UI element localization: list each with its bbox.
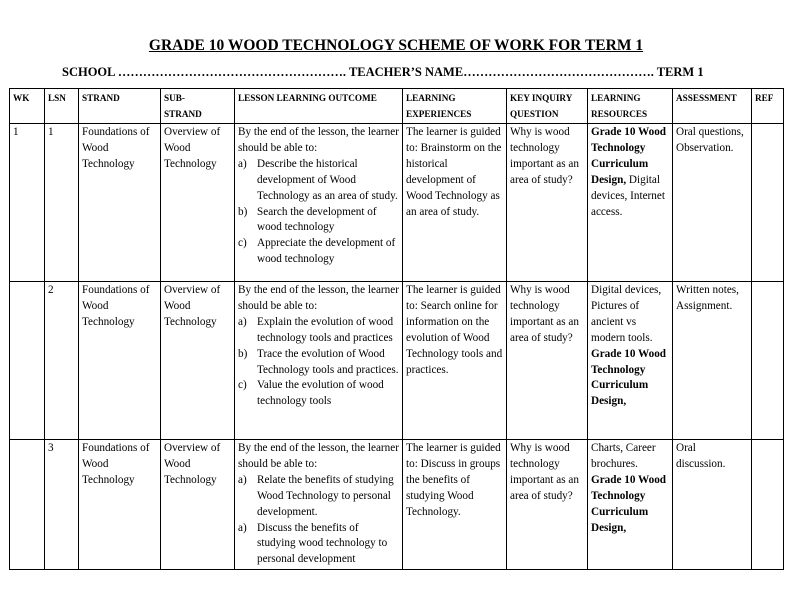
table-row	[10, 282, 784, 440]
cell-strand: Foundations of Wood Technology	[79, 282, 161, 440]
cell-substrand: Overview of Wood Technology	[161, 124, 235, 282]
cell-strand: Foundations of Wood Technology	[79, 440, 161, 570]
header-wk: WK	[10, 89, 45, 124]
cell-wk	[10, 282, 45, 440]
outcome-list	[238, 473, 399, 568]
header-assessment: ASSESSMENT	[673, 89, 752, 124]
list-marker: a)	[238, 157, 247, 170]
cell-ref	[752, 282, 784, 440]
list-item	[238, 347, 399, 379]
header-experiences-line1: LEARNING	[406, 93, 456, 103]
header-resources-line2: RESOURCES	[591, 109, 648, 119]
list-item	[238, 205, 399, 237]
list-marker: c)	[238, 237, 247, 250]
list-item-text: Search the development of wood technology	[257, 205, 377, 234]
header-resources-line1: LEARNING	[591, 93, 641, 103]
outcome-list	[238, 315, 399, 410]
cell-assessment: Written notes, Assignment.	[673, 282, 752, 440]
header-experiences-line2: EXPERIENCES	[406, 109, 472, 119]
header-lsn: LSN	[45, 89, 79, 124]
list-item-text: Explain the evolution of wood technology tools and practices	[257, 315, 394, 344]
list-item-text: Value the evolution of wood technology tools	[257, 379, 384, 408]
outcome-intro: By the end of the lesson, the learner should be able to:	[238, 126, 399, 154]
list-item	[238, 521, 399, 569]
list-item	[238, 315, 399, 347]
header-ref: REF	[752, 89, 784, 124]
header-substrand-line1: SUB-	[164, 93, 185, 103]
scheme-of-work-table	[9, 88, 784, 570]
outcome-intro: By the end of the lesson, the learner should be able to:	[238, 442, 399, 470]
cell-inquiry: Why is wood technology important as an area of study?	[507, 282, 588, 440]
cell-inquiry: Why is wood technology important as an area of study?	[507, 440, 588, 570]
cell-resources	[588, 282, 673, 440]
list-marker: c)	[238, 379, 247, 392]
table-row	[10, 440, 784, 570]
cell-outcome	[235, 124, 403, 282]
resources-bold: Grade 10 Wood Technology Curriculum Design,	[591, 473, 667, 534]
list-item-text: Describe the historical development of Wood Technology as an area of study.	[257, 157, 398, 202]
list-item	[238, 157, 399, 205]
list-marker: b)	[238, 205, 248, 218]
resources-normal: Charts, Career brochures.	[591, 442, 656, 470]
cell-substrand: Overview of Wood Technology	[161, 440, 235, 570]
list-item	[238, 236, 399, 268]
resources-bold: Grade 10 Wood Technology Curriculum Design,	[591, 126, 667, 186]
resources-normal: Digital devices, Internet access.	[591, 173, 665, 218]
cell-ref	[752, 124, 784, 282]
outcome-intro: By the end of the lesson, the learner should be able to:	[238, 284, 399, 312]
cell-wk	[10, 440, 45, 570]
school-teacher-term-line: SCHOOL ………………………………………………. TEACHER’S NAME………………………………………. TERM 1	[62, 65, 704, 79]
list-item-text: Appreciate the development of wood technology	[257, 237, 396, 266]
list-marker: a)	[238, 473, 247, 486]
header-substrand-line2: STRAND	[164, 109, 202, 119]
header-resources	[588, 89, 673, 124]
cell-substrand: Overview of Wood Technology	[161, 282, 235, 440]
cell-assessment: Oral discussion.	[673, 440, 752, 570]
cell-wk: 1	[10, 124, 45, 282]
cell-lsn: 3	[45, 440, 79, 570]
list-item-text: Trace the evolution of Wood Technology tools and practices.	[257, 347, 399, 376]
cell-outcome	[235, 282, 403, 440]
header-outcome: LESSON LEARNING OUTCOME	[235, 89, 403, 124]
header-substrand	[161, 89, 235, 124]
outcome-list	[238, 157, 399, 268]
list-item	[238, 473, 399, 521]
list-marker: b)	[238, 347, 248, 360]
list-marker: a)	[238, 521, 247, 534]
resources-bold: Grade 10 Wood Technology Curriculum Design,	[591, 347, 667, 408]
cell-resources	[588, 440, 673, 570]
cell-ref	[752, 440, 784, 570]
table-header-row	[10, 89, 784, 124]
cell-experiences: The learner is guided to: Search online for information on the evolution of Wood Technology tools and practices.	[403, 282, 507, 440]
cell-lsn: 1	[45, 124, 79, 282]
list-marker: a)	[238, 315, 247, 328]
cell-inquiry: Why is wood technology important as an area of study?	[507, 124, 588, 282]
header-inquiry	[507, 89, 588, 124]
cell-assessment: Oral questions, Observation.	[673, 124, 752, 282]
cell-outcome	[235, 440, 403, 570]
list-item-text: Relate the benefits of studying Wood Technology to personal development.	[257, 473, 394, 518]
table-row	[10, 124, 784, 282]
cell-experiences: The learner is guided to: Discuss in groups the benefits of studying Wood Technology.	[403, 440, 507, 570]
cell-resources	[588, 124, 673, 282]
header-inquiry-line2: QUESTION	[510, 109, 559, 119]
cell-experiences: The learner is guided to: Brainstorm on the historical development of Wood Technology as an area of study.	[403, 124, 507, 282]
header-strand: STRAND	[79, 89, 161, 124]
cell-strand: Foundations of Wood Technology	[79, 124, 161, 282]
document-title: GRADE 10 WOOD TECHNOLOGY SCHEME OF WORK FOR TERM 1	[148, 37, 644, 54]
list-item-text: Discuss the benefits of studying wood technology to personal development	[257, 521, 388, 566]
resources-normal: Digital devices, Pictures of ancient vs modern tools.	[591, 284, 662, 344]
header-experiences	[403, 89, 507, 124]
list-item	[238, 378, 399, 410]
cell-lsn: 2	[45, 282, 79, 440]
header-inquiry-line1: KEY INQUIRY	[510, 93, 573, 103]
